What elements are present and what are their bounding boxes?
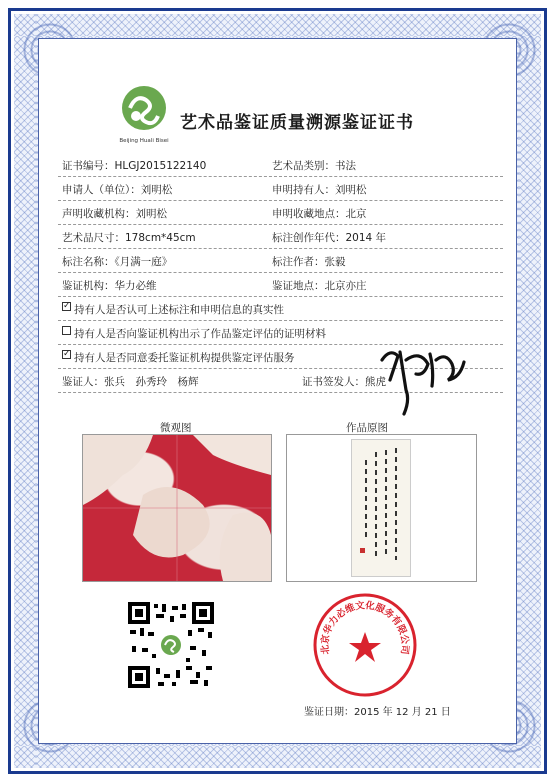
checkbox-label: 持有人是否向鉴证机构出示了作品鉴定评估的证明材料 [74,328,326,340]
original-image-label: 作品原图 [346,422,388,434]
checkbox-checked[interactable]: ✓ [63,301,71,311]
micro-image-label: 微观图 [160,422,192,434]
artwork-name: 标注名称：《月满一庭》 [62,256,173,268]
appraisal-institution: 鉴证机构：华力必维 [62,280,157,292]
info-row [58,224,503,249]
artwork-author: 标注作者：张毅 [272,256,346,268]
checkbox-unchecked[interactable] [62,326,71,335]
seal-star-icon [349,632,381,662]
artwork-category: 艺术品类别：书法 [272,160,356,172]
checkbox-label: 持有人是否认可上述标注和申明信息的真实性 [74,304,284,316]
creation-year: 标注创作年代：2014 年 [272,232,387,244]
certificate-number: 证书编号：HLGJ2015122140 [62,160,207,172]
info-row [58,152,503,177]
checkbox-label: 持有人是否同意委托鉴证机构提供鉴定评估服务 [74,352,295,364]
appraisers: 鉴证人：张兵 孙秀玲 杨辉 [62,376,199,388]
micro-texture [83,435,271,581]
checkbox-row [58,296,503,321]
handwritten-signature [376,330,468,420]
collection-location: 申明收藏地点：北京 [272,208,367,220]
logo-text: Beijing Huali Bisei [119,138,169,144]
qr-code [128,602,214,688]
original-artwork-image [286,434,477,582]
seal-text: 北京华力必维文化服务有限公司 [319,600,411,655]
info-row [58,248,503,273]
applicant: 申请人（单位）：刘明松 [62,184,173,196]
certificate-header [112,82,452,152]
appraisal-location: 鉴证地点：北京亦庄 [272,280,367,292]
appraisal-date: 鉴证日期：2015 年 12 月 21 日 [304,707,451,718]
certificate-issuer: 证书签发人：熊虎 [302,376,386,388]
checkbox-checked[interactable]: ✓ [63,349,71,359]
certificate-title: 艺术品鉴证质量溯源鉴证证书 [180,113,414,133]
info-row [58,200,503,225]
collection-institution: 声明收藏机构：刘明松 [62,208,167,220]
artwork-size: 艺术品尺寸：178cm*45cm [62,232,196,244]
calligraphy-scroll [351,439,411,577]
declared-holder: 申明持有人：刘明松 [272,184,367,196]
company-logo [112,82,176,148]
info-row [58,272,503,297]
info-row [58,176,503,201]
official-seal [312,592,418,698]
micro-image [82,434,272,582]
